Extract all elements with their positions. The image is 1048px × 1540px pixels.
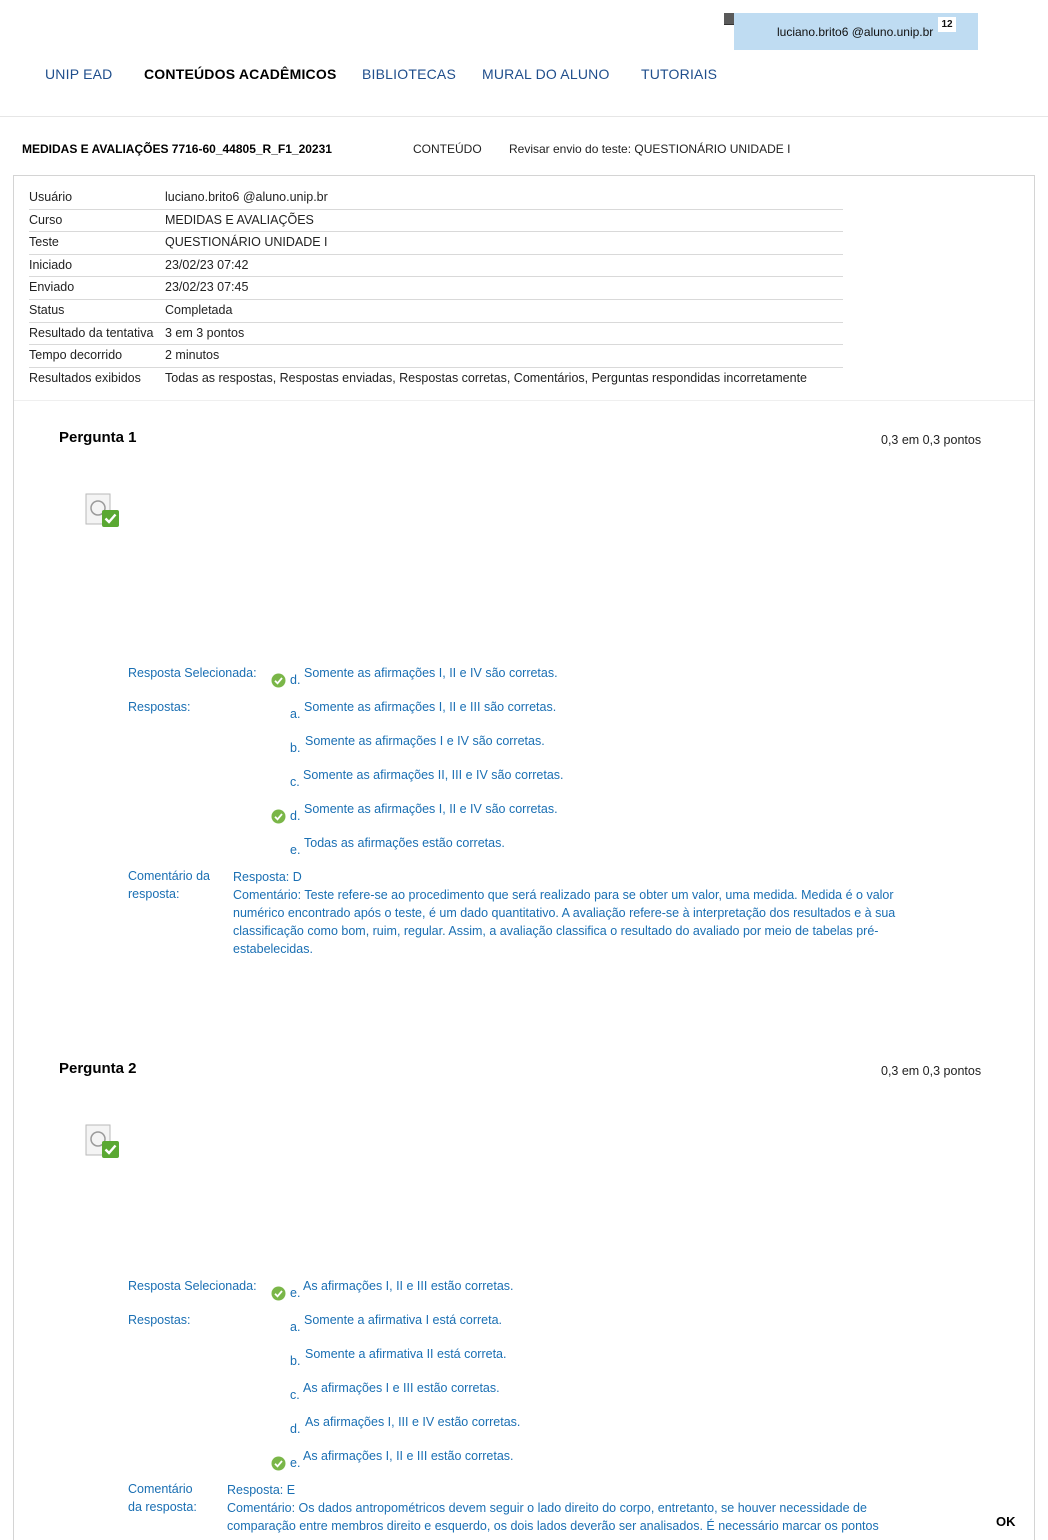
answers-label: Respostas: bbox=[128, 1313, 191, 1327]
summary-label: Resultados exibidos bbox=[29, 370, 141, 385]
answer-letter: c. bbox=[290, 1388, 300, 1402]
check-icon bbox=[271, 673, 286, 688]
answer-letter: d. bbox=[290, 673, 301, 687]
breadcrumb bbox=[0, 142, 1048, 160]
answer-letter: e. bbox=[290, 1286, 301, 1300]
answer-comment bbox=[227, 1481, 977, 1535]
answer-comment bbox=[233, 868, 973, 958]
answers-label: Respostas: bbox=[128, 700, 191, 714]
breadcrumb-course[interactable]: MEDIDAS E AVALIAÇÕES 7716-60_44805_R_F1_20231 bbox=[22, 142, 332, 156]
correct-answer-icon bbox=[85, 1124, 119, 1158]
selected-answer-label: Resposta Selecionada: bbox=[128, 666, 257, 680]
answer-option: Todas as afirmações estão corretas. bbox=[304, 836, 505, 850]
summary-label: Curso bbox=[29, 212, 63, 227]
answer-option: Somente a afirmativa I está correta. bbox=[304, 1313, 503, 1327]
comment-answer: Resposta: E bbox=[227, 1483, 296, 1497]
summary-label: Status bbox=[29, 302, 65, 317]
ok-button[interactable]: OK bbox=[996, 1514, 1016, 1529]
summary-value: 2 minutos bbox=[165, 348, 220, 363]
comment-line: classificação como bom, ruim, regular. Assim, a avaliação classifica o resultado do avaliado por meio de tabelas pré- bbox=[233, 924, 879, 938]
answer-option: Somente as afirmações I, II e III são corretas. bbox=[304, 700, 557, 714]
summary-value: Completada bbox=[165, 302, 233, 317]
nav-item-mural-do-aluno[interactable]: MURAL DO ALUNO bbox=[482, 66, 610, 82]
comment-line: comparação entre membros direito e esquerdo, os dois lados deverão ser analisados. É necessário marcar os pontos bbox=[227, 1519, 879, 1533]
summary-label: Teste bbox=[29, 235, 59, 250]
answer-option: As afirmações I e III estão corretas. bbox=[303, 1381, 500, 1395]
comment-line: numérico encontrado após o teste, é um dado quantitativo. A avaliação refere-se à interpretação dos resultados e à sua bbox=[233, 906, 896, 920]
divider bbox=[0, 116, 1048, 117]
selected-answer-text: As afirmações I, II e III estão corretas. bbox=[303, 1279, 514, 1293]
question-points: 0,3 em 0,3 pontos bbox=[881, 1064, 982, 1078]
nav-item-conteudos-academicos[interactable]: CONTEÚDOS ACADÊMICOS bbox=[144, 66, 337, 82]
user-name[interactable]: luciano.brito6 @aluno.unip.br bbox=[777, 25, 934, 39]
correct-answer-icon bbox=[85, 493, 119, 527]
attempt-summary bbox=[29, 187, 843, 390]
answer-letter: d. bbox=[290, 809, 301, 823]
answer-letter: d. bbox=[290, 1422, 301, 1436]
answer-letter: e. bbox=[290, 1456, 301, 1470]
comment-line: Comentário: Os dados antropométricos devem seguir o lado direito do corpo, entretanto, se houver necessidade de bbox=[227, 1501, 867, 1515]
nav-item-unip-ead[interactable]: UNIP EAD bbox=[45, 66, 113, 82]
summary-label: Resultado da tentativa bbox=[29, 325, 154, 340]
answer-letter: b. bbox=[290, 741, 301, 755]
summary-value: 23/02/23 07:42 bbox=[165, 257, 249, 272]
answer-option: As afirmações I, III e IV estão corretas. bbox=[305, 1415, 521, 1429]
divider bbox=[14, 400, 1034, 401]
comment-label: resposta: bbox=[128, 887, 180, 901]
comment-label: Comentário bbox=[128, 1482, 193, 1496]
breadcrumb-content[interactable]: CONTEÚDO bbox=[413, 142, 482, 156]
answer-letter: e. bbox=[290, 843, 301, 857]
comment-line: estabelecidas. bbox=[233, 942, 313, 956]
nav-item-bibliotecas[interactable]: BIBLIOTECAS bbox=[362, 66, 457, 82]
answer-letter: a. bbox=[290, 1320, 301, 1334]
summary-label: Enviado bbox=[29, 280, 75, 295]
comment-label: Comentário da bbox=[128, 869, 210, 883]
answer-letter: c. bbox=[290, 775, 300, 789]
check-icon bbox=[271, 1286, 286, 1301]
answer-option: Somente as afirmações I e IV são corretas. bbox=[305, 734, 545, 748]
summary-value: luciano.brito6 @aluno.unip.br bbox=[165, 190, 328, 204]
selected-answer-label: Resposta Selecionada: bbox=[128, 1279, 257, 1293]
nav-item-tutoriais[interactable]: TUTORIAIS bbox=[641, 66, 718, 82]
check-icon bbox=[271, 809, 286, 824]
summary-row bbox=[29, 210, 843, 233]
summary-row bbox=[29, 187, 843, 210]
comment-answer: Resposta: D bbox=[233, 870, 302, 884]
summary-value: QUESTIONÁRIO UNIDADE I bbox=[165, 235, 328, 250]
comment-line: Comentário: Teste refere-se ao procedimento que será realizado para se obter um valor, uma medida. Medida é o valor bbox=[233, 888, 894, 902]
summary-value: Todas as respostas, Respostas enviadas, Respostas corretas, Comentários, Perguntas respondidas incorretamente bbox=[165, 370, 807, 385]
top-navigation bbox=[0, 66, 1048, 84]
question-title: Pergunta 1 bbox=[59, 429, 137, 446]
summary-row bbox=[29, 345, 843, 368]
question-title: Pergunta 2 bbox=[59, 1060, 137, 1077]
check-icon bbox=[271, 1456, 286, 1471]
breadcrumb-page: Revisar envio do teste: QUESTIONÁRIO UNIDADE I bbox=[509, 142, 791, 156]
summary-label: Tempo decorrido bbox=[29, 348, 123, 363]
answer-letter: b. bbox=[290, 1354, 301, 1368]
summary-row bbox=[29, 277, 843, 300]
notification-badge[interactable]: 12 bbox=[938, 17, 956, 32]
selected-answer-text: Somente as afirmações I, II e IV são corretas. bbox=[304, 666, 558, 680]
summary-value: 23/02/23 07:45 bbox=[165, 280, 249, 295]
answer-option: Somente as afirmações II, III e IV são corretas. bbox=[303, 768, 564, 782]
answer-option: Somente as afirmações I, II e IV são corretas. bbox=[304, 802, 558, 816]
summary-value: 3 em 3 pontos bbox=[165, 325, 245, 340]
comment-label: da resposta: bbox=[128, 1500, 197, 1514]
answer-option: Somente a afirmativa II está correta. bbox=[305, 1347, 507, 1361]
summary-label: Iniciado bbox=[29, 257, 73, 272]
summary-row bbox=[29, 255, 843, 278]
answer-option: As afirmações I, II e III estão corretas. bbox=[303, 1449, 514, 1463]
summary-row bbox=[29, 323, 843, 346]
answer-letter: a. bbox=[290, 707, 301, 721]
summary-value: MEDIDAS E AVALIAÇÕES bbox=[165, 212, 314, 227]
summary-row bbox=[29, 300, 843, 323]
summary-row bbox=[29, 232, 843, 255]
question-points: 0,3 em 0,3 pontos bbox=[881, 433, 982, 447]
summary-label: Usuário bbox=[29, 190, 73, 204]
summary-row bbox=[29, 368, 843, 391]
